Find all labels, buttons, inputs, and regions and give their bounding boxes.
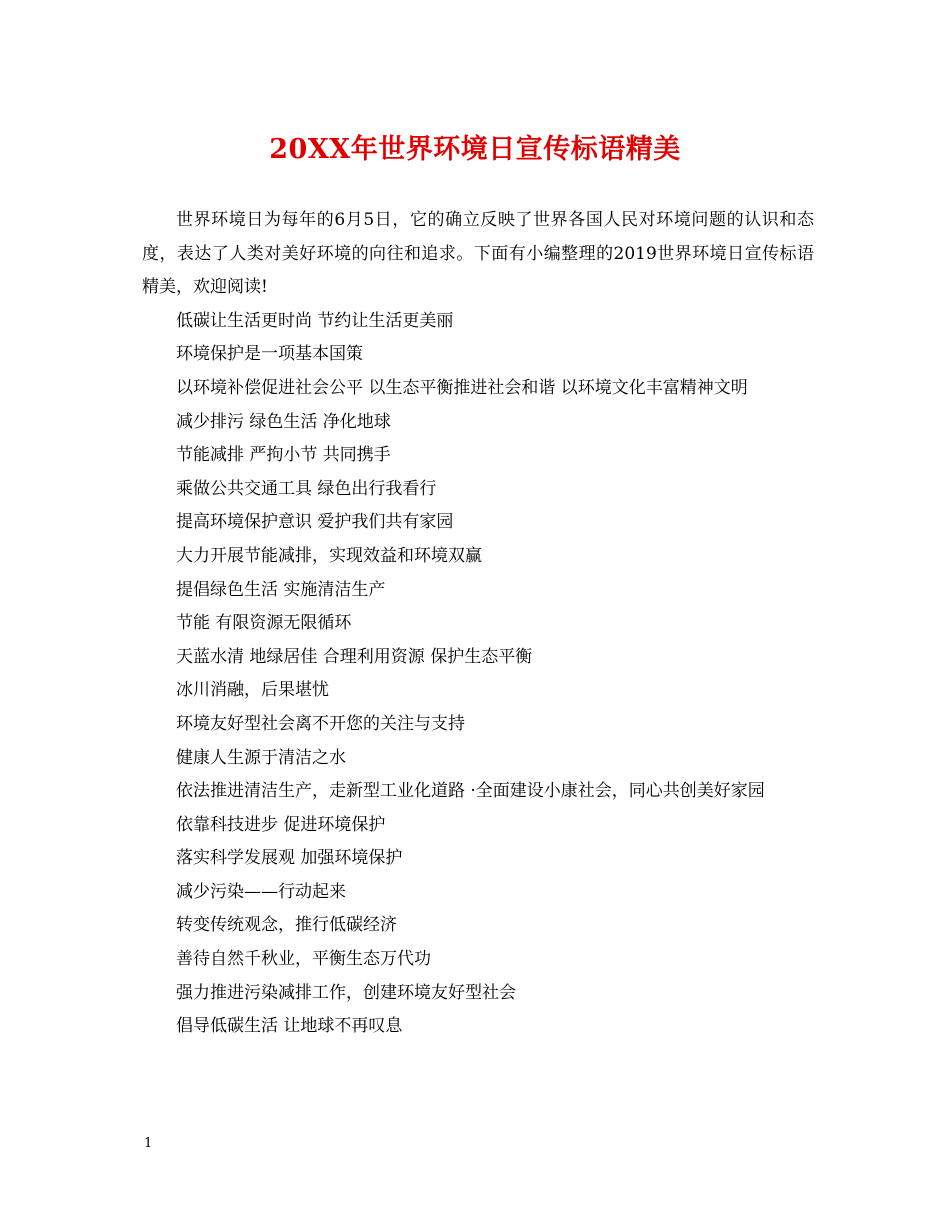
slogan-line: 倡导低碳生活 让地球不再叹息 — [176, 1016, 403, 1037]
slogan-line: 天蓝水清 地绿居佳 合理利用资源 保护生态平衡 — [176, 646, 533, 667]
slogan-line: 节能减排 严拘小节 共同携手 — [176, 445, 391, 466]
slogan-line: 转变传统观念，推行低碳经济 — [176, 915, 397, 936]
page-number: 1 — [144, 1136, 153, 1151]
slogan-line: 低碳让生活更时尚 节约让生活更美丽 — [176, 310, 454, 331]
slogan-line: 提高环境保护意识 爱护我们共有家园 — [176, 512, 454, 533]
slogan-line: 乘做公共交通工具 绿色出行我看行 — [176, 478, 437, 499]
slogan-line: 环境友好型社会离不开您的关注与支持 — [176, 713, 465, 734]
document-body — [142, 204, 814, 1044]
slogan-line: 强力推进污染减排工作，创建环境友好型社会 — [176, 982, 516, 1003]
slogan-line: 减少污染——行动起来 — [176, 881, 346, 902]
intro-paragraph: 世界环境日为每年的6月5日，它的确立反映了世界各国人民对环境问题的认识和态度，表达了人类对美好环境的向往和追求。下面有小编整理的2019世界环境日宣传标语精美，欢迎阅读! — [142, 210, 814, 298]
slogan-line: 以环境补偿促进社会公平 以生态平衡推进社会和谐 以环境文化丰富精神文明 — [176, 377, 748, 398]
slogan-line: 减少排污 绿色生活 净化地球 — [176, 411, 391, 432]
slogan-line: 大力开展节能减排，实现效益和环境双赢 — [176, 545, 482, 566]
slogan-line: 节能 有限资源无限循环 — [176, 613, 352, 634]
slogan-line: 冰川消融，后果堪忧 — [176, 680, 329, 701]
document-title: 20XX年世界环境日宣传标语精美 — [269, 134, 681, 165]
slogan-line: 健康人生源于清洁之水 — [176, 747, 346, 768]
slogan-line: 依靠科技进步 促进环境保护 — [176, 814, 386, 835]
slogan-line: 依法推进清洁生产，走新型工业化道路 ·全面建设小康社会，同心共创美好家园 — [176, 781, 765, 802]
slogan-line: 善待自然千秋业，平衡生态万代功 — [176, 949, 431, 970]
slogan-line: 落实科学发展观 加强环境保护 — [176, 848, 403, 869]
slogan-line: 环境保护是一项基本国策 — [176, 344, 363, 365]
slogan-line: 提倡绿色生活 实施清洁生产 — [176, 579, 386, 600]
